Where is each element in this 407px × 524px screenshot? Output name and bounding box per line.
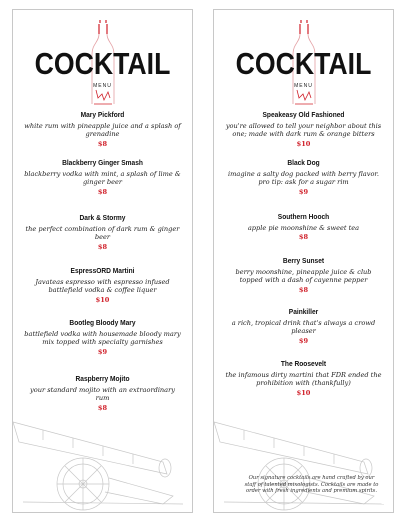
item-price: $8	[97, 139, 108, 148]
item-price: $10	[95, 295, 110, 304]
menu-item	[23, 213, 182, 251]
item-description: the infamous dirty martini that FDR ended the prohibition with (thankfully)	[225, 371, 382, 388]
item-name: Mary Pickford	[80, 110, 125, 119]
item-name: Dark & Stormy	[79, 213, 126, 222]
menu-header	[13, 10, 192, 106]
item-price: $8	[97, 242, 108, 251]
item-name: Bootleg Bloody Mary	[69, 318, 136, 327]
item-price: $10	[296, 388, 311, 397]
item-price: $9	[298, 336, 309, 345]
menu-subtitle: MENU	[93, 83, 112, 89]
item-description: you're allowed to tell your neighbor about this one; made with dark rum & orange bitters	[225, 122, 382, 139]
menu-item	[224, 158, 383, 196]
menu-title: COCKTAIL	[235, 46, 372, 81]
item-name: Berry Sunset	[282, 256, 325, 265]
menu-item	[23, 318, 182, 356]
item-description: imagine a salty dog packed with berry flavor. pro tip: ask for a sugar rim	[228, 170, 379, 187]
item-description: apple pie moonshine & sweet tea	[247, 224, 360, 232]
menu-item	[224, 212, 383, 241]
item-name: Southern Hooch	[277, 212, 330, 221]
menu-item	[23, 266, 182, 304]
item-description: the perfect combination of dark rum & ginger beer	[25, 225, 180, 242]
item-description: a rich, tropical drink that's always a crowd pleaser	[231, 319, 376, 336]
menu-item	[224, 256, 383, 294]
menu-item	[224, 110, 383, 148]
item-price: $8	[97, 403, 108, 412]
menu-item	[224, 307, 383, 345]
cannon-illustration	[214, 392, 394, 512]
menu-item	[23, 110, 182, 148]
item-name: Speakeasy Old Fashioned	[262, 110, 345, 119]
menu-card-right	[213, 9, 394, 513]
item-name: EspressORD Martini	[70, 266, 135, 275]
item-description: blackberry vodka with mint, a splash of lime & ginger beer	[24, 170, 181, 187]
item-description: battlefield vodka with housemade bloody mary mix topped with specialty garnishes	[24, 330, 181, 347]
menu-card-left	[12, 9, 193, 513]
item-price: $9	[97, 347, 108, 356]
item-name: Painkiller	[288, 307, 319, 316]
menu-header	[214, 10, 393, 106]
item-price: $10	[296, 139, 311, 148]
item-name: Black Dog	[287, 158, 320, 167]
item-price: $8	[298, 285, 309, 294]
item-description: berry moonshine, pineapple juice & club topped with a dash of cayenne pepper	[235, 268, 372, 285]
item-description: your standard mojito with an extraordinary rum	[30, 386, 175, 403]
item-description: white rum with pineapple juice and a splash of grenadine	[24, 122, 181, 139]
item-price: $8	[97, 187, 108, 196]
item-name: Blackberry Ginger Smash	[62, 158, 143, 167]
item-price: $9	[298, 187, 309, 196]
menu-subtitle: MENU	[294, 83, 313, 89]
footer-note: Our signature cocktails are hand crafted by our staff of talented mixologists. Cocktails are made to order with fresh ingredients and premium spirits.	[244, 475, 379, 494]
item-name: The Roosevelt	[280, 359, 327, 368]
item-name: Raspberry Mojito	[75, 374, 130, 383]
menu-item	[224, 359, 383, 397]
cannon-illustration	[13, 392, 193, 512]
item-description: Javateas espresso with espresso infused battlefield vodka & coffee liquer	[35, 278, 170, 295]
item-price: $8	[298, 233, 309, 242]
menu-title: COCKTAIL	[34, 46, 171, 81]
menu-item	[23, 158, 182, 196]
